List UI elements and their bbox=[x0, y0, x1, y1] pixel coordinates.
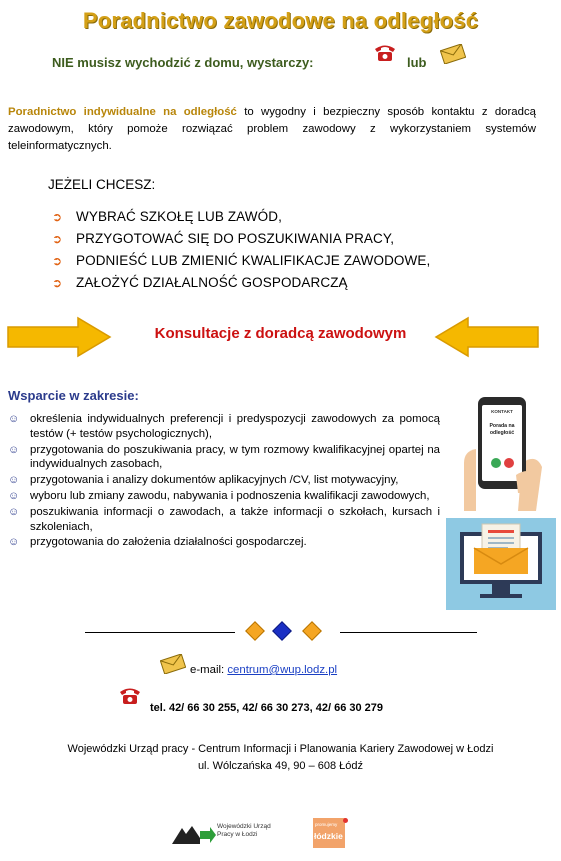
phone-screen-header: KONTAKT bbox=[491, 409, 513, 414]
list-item: ☺ wyboru lub zmiany zawodu, nabywania i podnoszenia kwalifikacji zawodowych, bbox=[8, 489, 430, 502]
page-title: Poradnictwo zawodowe na odległość bbox=[82, 8, 479, 33]
arrow-bullet-icon: ➲ bbox=[52, 276, 63, 290]
envelope-icon bbox=[160, 654, 186, 674]
subtitle bbox=[52, 55, 427, 70]
subtitle-lub: lub bbox=[407, 55, 427, 70]
email-row bbox=[190, 664, 337, 676]
footer-organization: Wojewódzki Urząd pracy - Centrum Informacji i Planowania Kariery Zawodowej w Łodzi bbox=[67, 743, 494, 755]
arrow-bullet-icon: ➲ bbox=[52, 232, 63, 246]
wants-list bbox=[52, 206, 430, 294]
phone-illustration bbox=[456, 393, 544, 511]
smiley-icon: ☺ bbox=[8, 474, 20, 487]
arrow-bullet-icon: ➲ bbox=[52, 210, 63, 224]
list-item: ☺ poszukiwania informacji o zawodach, a także informacji o szkołach, kursach i szkoleniach, bbox=[8, 505, 440, 533]
smiley-icon: ☺ bbox=[8, 443, 20, 456]
phone-numbers: tel. 42/ 66 30 255, 42/ 66 30 273, 42/ 66 30 279 bbox=[150, 702, 384, 714]
smiley-icon: ☺ bbox=[8, 505, 20, 518]
email-label: e-mail: bbox=[190, 664, 225, 676]
intro-paragraph bbox=[8, 104, 536, 155]
list-item: ➲ WYBRAĆ SZKOŁĘ LUB ZAWÓD, bbox=[52, 206, 430, 228]
subtitle-text: NIE musisz wychodzić z domu, wystarczy: bbox=[52, 55, 314, 70]
email-link[interactable]: centrum@wup.lodz.pl bbox=[227, 664, 338, 676]
arrow-left-icon bbox=[432, 316, 540, 358]
list-item: ➲ PRZYGOTOWAĆ SIĘ DO POSZUKIWANIA PRACY, bbox=[52, 228, 430, 250]
intro-text: to wygodny i bezpieczny sposób kontaktu z doradcą zawodowym, który pomoże rozwiązać problem zawodowy z wykorzystaniem systemów teleinformatycznych. bbox=[8, 106, 536, 152]
list-item: ☺ przygotowania do poszukiwania pracy, w tym rozmowy kwalifikacyjnej opartej na indywidualnych zasobach, bbox=[8, 443, 440, 471]
laptop-illustration bbox=[446, 518, 556, 610]
diamond-icon bbox=[272, 621, 292, 641]
wup-logo bbox=[170, 820, 280, 850]
list-item: ☺ określenia indywidualnych preferencji i predyspozycji zawodowych za pomocą testów (+ testów psychologicznych), bbox=[8, 413, 440, 440]
wup-logo-icon bbox=[170, 822, 216, 848]
smiley-icon: ☺ bbox=[8, 489, 20, 502]
consultation-banner: Konsultacje z doradcą zawodowym bbox=[154, 325, 407, 342]
intro-highlight: Poradnictwo indywidualne na odległość bbox=[8, 106, 237, 118]
lodzkie-logo-small: promujemy bbox=[315, 822, 338, 827]
support-heading: Wsparcie w zakresie: bbox=[8, 388, 139, 403]
diamond-icon bbox=[302, 621, 322, 641]
list-item: ➲ PODNIEŚĆ LUB ZMIENIĆ KWALIFIKACJE ZAWODOWE, bbox=[52, 250, 430, 272]
list-item: ☺ przygotowania i analizy dokumentów aplikacyjnych /CV, list motywacyjny, bbox=[8, 474, 399, 487]
list-item: ☺ przygotowania do założenia działalności gospodarczej. bbox=[8, 536, 307, 549]
footer-address: ul. Wólczańska 49, 90 – 608 Łódź bbox=[197, 760, 364, 772]
phone-icon bbox=[373, 43, 397, 63]
support-list bbox=[8, 412, 440, 551]
lodzkie-logo-text: łódzkie bbox=[314, 831, 343, 841]
wants-heading: JEŻELI CHCESZ: bbox=[48, 177, 156, 192]
phone-screen-text: Porada na odległość bbox=[489, 423, 515, 436]
smiley-icon: ☺ bbox=[8, 536, 20, 549]
lodzkie-logo bbox=[313, 818, 349, 852]
divider-right bbox=[340, 632, 477, 633]
divider-left bbox=[85, 632, 235, 633]
phone-icon bbox=[118, 686, 142, 706]
wup-logo-text: Wojewódzki Urząd Pracy w Łodzi bbox=[217, 823, 271, 838]
list-item: ➲ ZAŁOŻYĆ DZIAŁALNOŚĆ GOSPODARCZĄ bbox=[52, 272, 430, 294]
smiley-icon: ☺ bbox=[8, 413, 20, 425]
diamond-icon bbox=[245, 621, 265, 641]
arrow-bullet-icon: ➲ bbox=[52, 254, 63, 268]
envelope-icon bbox=[440, 44, 466, 64]
